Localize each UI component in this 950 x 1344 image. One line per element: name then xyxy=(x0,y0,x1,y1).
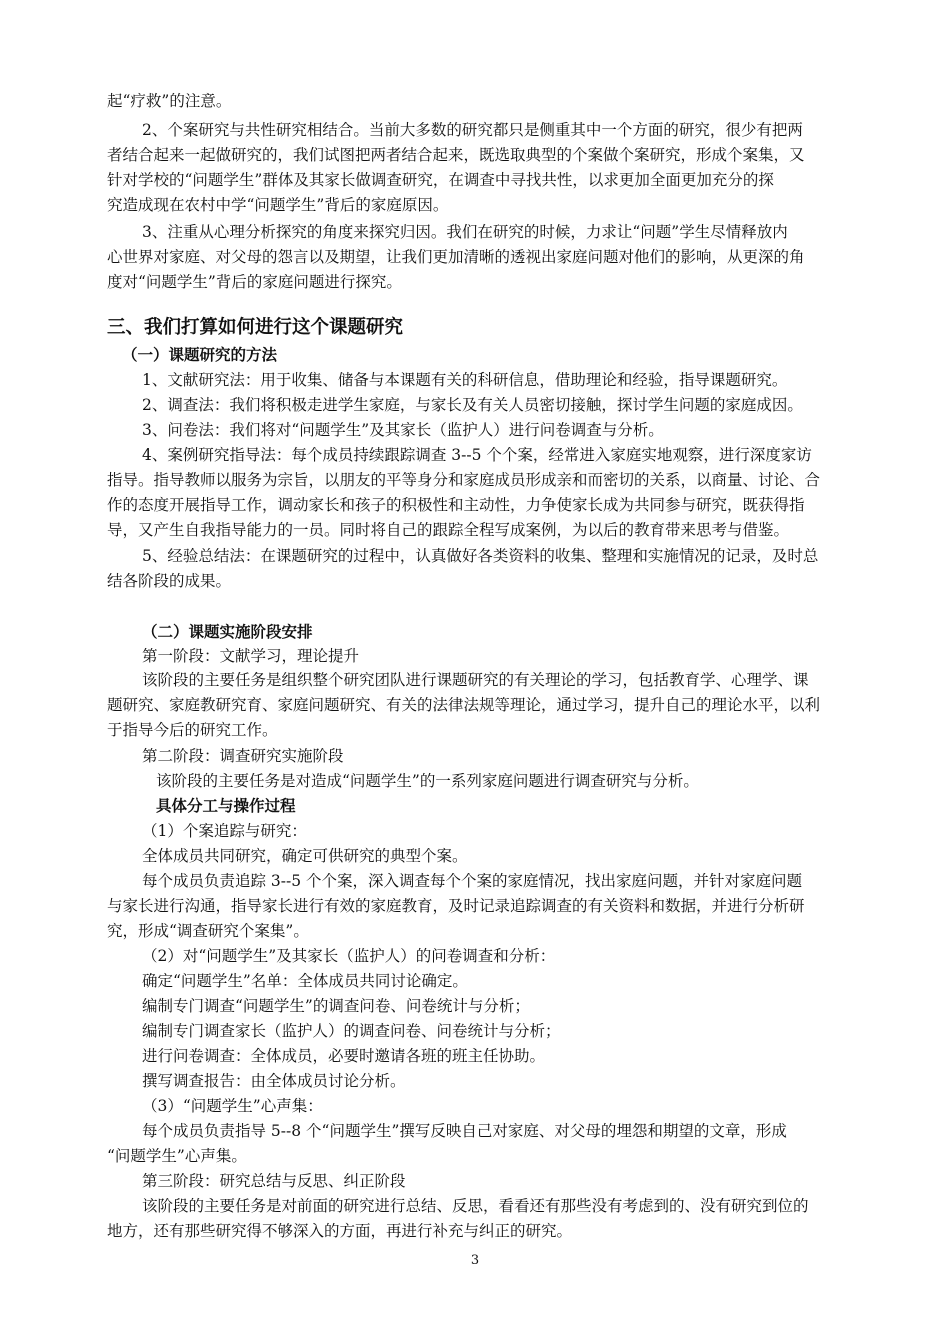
paragraph-line: 心世界对家庭、对父母的怨言以及期望，让我们更加清晰的透视出家庭问题对他们的影响，从更深的角 xyxy=(107,248,805,266)
paragraph-line: 4、案例研究指导法：每个成员持续跟踪调查 3--5 个个案，经常进入家庭实地观察，进行深度家访 xyxy=(142,446,812,464)
paragraph-line: 起“疗救”的注意。 xyxy=(107,92,232,110)
paragraph-line: 3、问卷法：我们将对“问题学生”及其家长（监护人）进行问卷调查与分析。 xyxy=(142,421,664,439)
paragraph-line: 确定“问题学生”名单：全体成员共同讨论确定。 xyxy=(142,972,468,990)
paragraph-line: 究造成现在农村中学“问题学生”背后的家庭原因。 xyxy=(107,196,449,214)
subsection-heading: （二）课题实施阶段安排 xyxy=(142,623,313,641)
paragraph-line: 5、经验总结法：在课题研究的过程中，认真做好各类资料的收集、整理和实施情况的记录，及时总 xyxy=(142,547,819,565)
paragraph-line: 究，形成“调查研究个案集”。 xyxy=(107,922,309,940)
paragraph-line: 针对学校的“问题学生”群体及其家长做调查研究，在调查中寻找共性，以求更加全面更加充分的探 xyxy=(107,171,774,189)
paragraph-line: （2）对“问题学生”及其家长（监护人）的问卷调查和分析： xyxy=(142,947,556,965)
paragraph-line: 与家长进行沟通，指导家长进行有效的家庭教育，及时记录追踪调查的有关资料和数据，并进行分析研 xyxy=(107,897,805,915)
paragraph-line: （1）个案追踪与研究： xyxy=(142,822,307,840)
paragraph-line: 2、调查法：我们将积极走进学生家庭，与家长及有关人员密切接触，探讨学生问题的家庭成因。 xyxy=(142,396,803,414)
paragraph-line: 题研究、家庭教研究育、家庭问题研究、有关的法律法规等理论，通过学习，提升自己的理论水平，以利 xyxy=(107,696,821,714)
paragraph-line: 度对“问题学生”背后的家庭问题进行探究。 xyxy=(107,273,402,291)
section-heading: 三、我们打算如何进行这个课题研究 xyxy=(107,317,404,338)
paragraph-line: 地方，还有那些研究得不够深入的方面，再进行补充与纠正的研究。 xyxy=(107,1222,573,1240)
paragraph-line: 指导。指导教师以服务为宗旨，以朋友的平等身分和家庭成员形成亲和而密切的关系，以商量、讨论、合 xyxy=(107,471,821,489)
paragraph-line: 该阶段的主要任务是组织整个研究团队进行课题研究的有关理论的学习，包括教育学、心理学、课 xyxy=(142,671,809,689)
paragraph-line: 撰写调查报告：由全体成员讨论分析。 xyxy=(142,1072,406,1090)
paragraph-line: 作的态度开展指导工作，调动家长和孩子的积极性和主动性，力争使家长成为共同参与研究，既获得指 xyxy=(107,496,805,514)
paragraph-line: 于指导今后的研究工作。 xyxy=(107,721,278,739)
paragraph-line: 第一阶段：文献学习，理论提升 xyxy=(142,647,360,665)
paragraph-line: “问题学生”心声集。 xyxy=(107,1147,247,1165)
paragraph-line: 进行问卷调查：全体成员，必要时邀请各班的班主任协助。 xyxy=(142,1047,546,1065)
paragraph-line: 该阶段的主要任务是对前面的研究进行总结、反思，看看还有那些没有考虑到的、没有研究到位的 xyxy=(142,1197,809,1215)
paragraph-line: 者结合起来一起做研究的，我们试图把两者结合起来，既选取典型的个案做个案研究，形成个案集，又 xyxy=(107,146,805,164)
paragraph-line: 第三阶段：研究总结与反思、纠正阶段 xyxy=(142,1172,406,1190)
subsection-heading: （一）课题研究的方法 xyxy=(122,346,278,364)
paragraph-line: 第二阶段：调查研究实施阶段 xyxy=(142,747,344,765)
page-number: 3 xyxy=(470,1253,480,1268)
bold-subheading: 具体分工与操作过程 xyxy=(156,797,296,815)
paragraph-line: 导，又产生自我指导能力的一员。同时将自己的跟踪全程写成案例，为以后的教育带来思考与借鉴。 xyxy=(107,521,790,539)
paragraph-line: 全体成员共同研究，确定可供研究的典型个案。 xyxy=(142,847,468,865)
paragraph-line: 该阶段的主要任务是对造成“问题学生”的一系列家庭问题进行调查研究与分析。 xyxy=(156,772,699,790)
paragraph-line: 3、注重从心理分析探究的角度来探究归因。我们在研究的时候，力求让“问题”学生尽情释放内 xyxy=(142,223,788,241)
paragraph-line: 编制专门调查“问题学生”的调查问卷、问卷统计与分析； xyxy=(142,997,530,1015)
paragraph-line: 2、个案研究与共性研究相结合。当前大多数的研究都只是侧重其中一个方面的研究，很少有把两 xyxy=(142,121,803,139)
paragraph-line: （3）“问题学生”心声集： xyxy=(142,1097,323,1115)
paragraph-line: 每个成员负责指导 5--8 个“问题学生”撰写反映自己对家庭、对父母的埋怨和期望的文章，形成 xyxy=(142,1122,787,1140)
paragraph-line: 1、文献研究法：用于收集、储备与本课题有关的科研信息，借助理论和经验，指导课题研究。 xyxy=(142,371,788,389)
paragraph-line: 结各阶段的成果。 xyxy=(107,572,232,590)
paragraph-line: 编制专门调查家长（监护人）的调查问卷、问卷统计与分析； xyxy=(142,1022,561,1040)
paragraph-line: 每个成员负责追踪 3--5 个个案，深入调查每个个案的家庭情况，找出家庭问题，并针对家庭问题 xyxy=(142,872,803,890)
